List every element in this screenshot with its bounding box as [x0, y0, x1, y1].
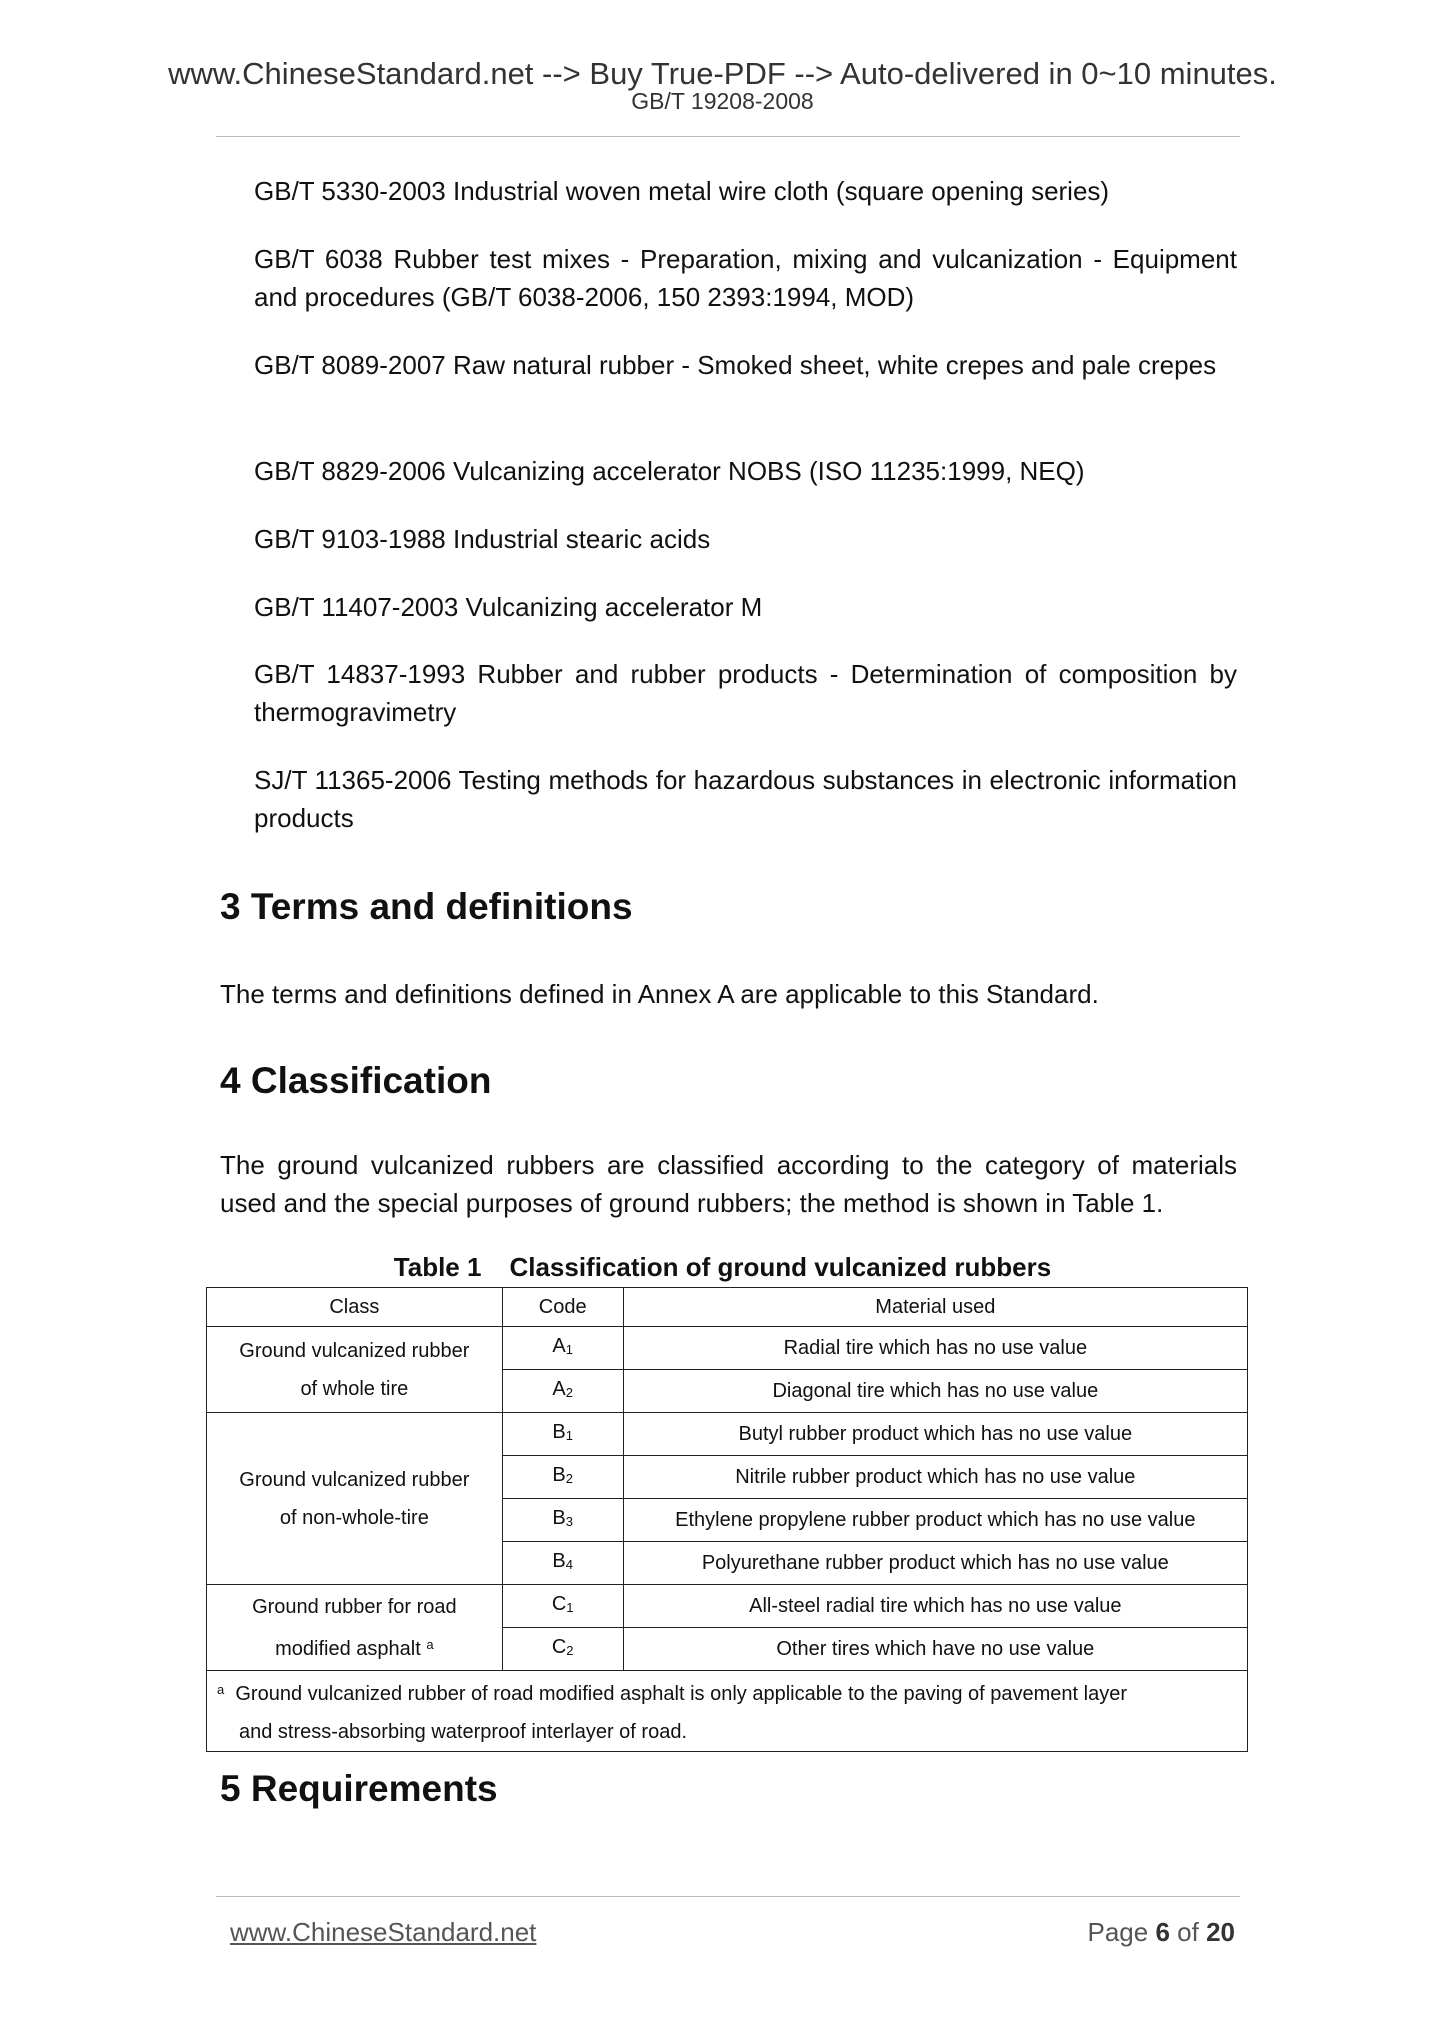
table-row — [207, 1585, 1248, 1628]
total-pages: 20 — [1206, 1917, 1235, 1947]
header-material: Material used — [623, 1288, 1247, 1327]
reference-gbt6038: GB/T 6038 Rubber test mixes - Preparation, mixing and vulcanization - Equipment and procedures (GB/T 6038-2006, 150 2393:1994, MOD) — [254, 244, 1237, 312]
reference-gbt11407: GB/T 11407-2003 Vulcanizing accelerator M — [254, 592, 763, 622]
material-cell: Polyurethane rubber product which has no use value — [623, 1542, 1247, 1585]
code-cell: $A_1$ — [502, 1327, 623, 1370]
material-cell: Radial tire which has no use value — [623, 1327, 1247, 1370]
section-3-heading: 3 Terms and definitions — [220, 886, 633, 927]
footnote-line: $^a$ Ground vulcanized rubber of road modified asphalt is only applicable to the paving of pavement layer — [217, 1682, 1128, 1705]
code-cell: $A_2$ — [502, 1370, 623, 1413]
class-cell-whole-tire — [207, 1327, 503, 1413]
table-label: Table 1 — [393, 1252, 482, 1282]
code-cell: $B_2$ — [502, 1456, 623, 1499]
material-cell: Diagonal tire which has no use value — [623, 1370, 1247, 1413]
table-caption — [0, 1254, 1445, 1280]
class-label-line: modified asphalt $^a$ — [275, 1636, 434, 1660]
classification-table — [206, 1287, 1248, 1752]
footer-site-link[interactable]: www.ChineseStandard.net — [230, 1917, 537, 1947]
class-label-line: of whole tire — [300, 1377, 409, 1400]
class-cell-road-asphalt — [207, 1585, 503, 1671]
code-cell: $C_2$ — [502, 1628, 623, 1671]
footnote-marker: a — [426, 1636, 434, 1652]
table-row — [207, 1413, 1248, 1456]
table-footnote — [207, 1671, 1248, 1752]
table-row — [207, 1327, 1248, 1370]
section-4-heading: 4 Classification — [220, 1060, 492, 1101]
code-cell: $B_4$ — [502, 1542, 623, 1585]
header-divider — [216, 136, 1240, 137]
code-cell: $B_1$ — [502, 1413, 623, 1456]
table-header-row — [207, 1288, 1248, 1327]
source-banner[interactable]: www.ChineseStandard.net --> Buy True-PDF --> Auto-delivered in 0~10 minutes. — [168, 56, 1277, 91]
table-note-row — [207, 1671, 1248, 1752]
reference-gbt9103: GB/T 9103-1988 Industrial stearic acids — [254, 524, 711, 554]
class-label-line: Ground vulcanized rubber — [239, 1339, 470, 1362]
material-cell: Other tires which have no use value — [623, 1628, 1247, 1671]
footnote-line: and stress-absorbing waterproof interlayer of road. — [239, 1721, 688, 1743]
section-3-text: The terms and definitions defined in Annex A are applicable to this Standard. — [220, 979, 1099, 1009]
material-cell: Nitrile rubber product which has no use value — [623, 1456, 1247, 1499]
reference-gbt8829: GB/T 8829-2006 Vulcanizing accelerator NOBS (ISO 11235:1999, NEQ) — [254, 456, 1085, 486]
class-label-line: Ground rubber for road — [252, 1595, 457, 1618]
reference-sjt11365: SJ/T 11365-2006 Testing methods for hazardous substances in electronic information products — [254, 765, 1237, 833]
footnote-marker: a — [217, 1682, 225, 1697]
class-label-line: of non-whole-tire — [279, 1506, 429, 1529]
section-5-heading: 5 Requirements — [220, 1768, 498, 1809]
class-label-line: Ground vulcanized rubber — [239, 1468, 470, 1491]
standard-code: GB/T 19208-2008 — [631, 88, 814, 114]
footer-divider — [216, 1896, 1240, 1897]
current-page: 6 — [1155, 1917, 1170, 1947]
material-cell: Ethylene propylene rubber product which has no use value — [623, 1499, 1247, 1542]
header-class: Class — [207, 1288, 503, 1327]
reference-gbt14837: GB/T 14837-1993 Rubber and rubber products - Determination of composition by thermogravimetry — [254, 659, 1237, 727]
header-code: Code — [502, 1288, 623, 1327]
reference-gbt8089: GB/T 8089-2007 Raw natural rubber - Smoked sheet, white crepes and pale crepes — [254, 350, 1217, 380]
code-cell: $B_3$ — [502, 1499, 623, 1542]
page-indicator: Page 6 of 20 — [1087, 1917, 1235, 1947]
table-title: Classification of ground vulcanized rubbers — [509, 1252, 1052, 1282]
class-cell-non-whole-tire — [207, 1413, 503, 1585]
section-4-text: The ground vulcanized rubbers are classified according to the category of materials used and the special purposes of ground rubbers; the method is shown in Table 1. — [220, 1150, 1237, 1218]
material-cell: All-steel radial tire which has no use value — [623, 1585, 1247, 1628]
code-cell: $C_1$ — [502, 1585, 623, 1628]
material-cell: Butyl rubber product which has no use value — [623, 1413, 1247, 1456]
reference-gbt5330: GB/T 5330-2003 Industrial woven metal wire cloth (square opening series) — [254, 176, 1110, 206]
